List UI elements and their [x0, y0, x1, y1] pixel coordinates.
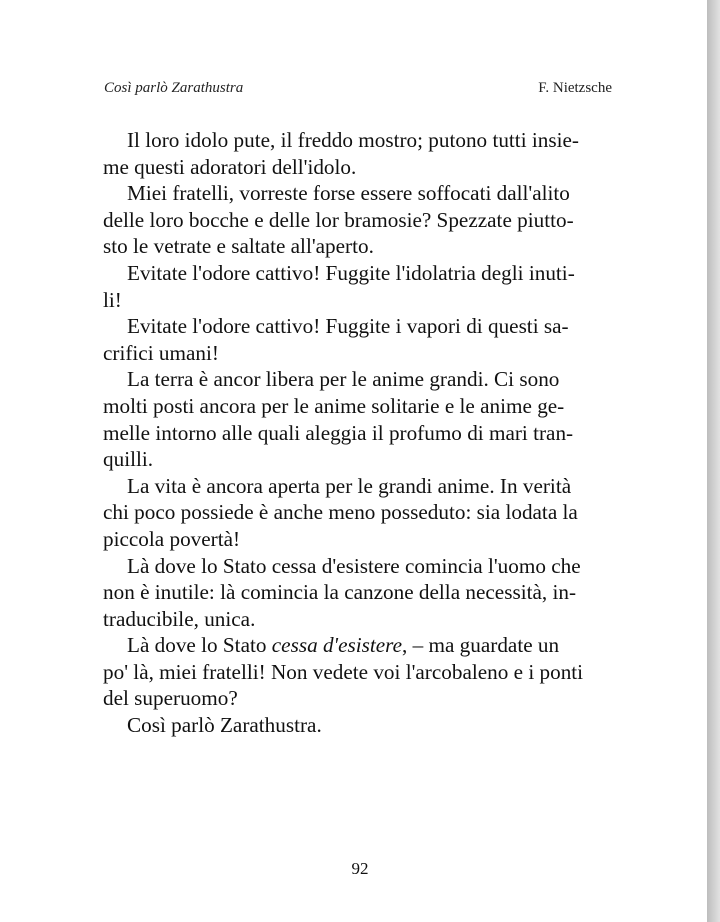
text-line: li!	[103, 287, 122, 312]
text-line: melle intorno alle quali aleggia il profumo di mari tran-	[103, 420, 574, 445]
page-edge-shadow	[707, 0, 720, 922]
paragraph	[103, 553, 615, 633]
paragraph	[103, 366, 615, 472]
text-line: crifici umani!	[103, 340, 219, 365]
text-line: La vita è ancora aperta per le grandi anime. In verità	[127, 473, 572, 498]
paragraph	[103, 313, 615, 366]
book-title-header: Così parlò Zarathustra	[104, 80, 244, 96]
text-line: sto le vetrate e saltate all'aperto.	[103, 234, 374, 259]
text-line: Miei fratelli, vorreste forse essere soffocati dall'alito	[127, 181, 570, 206]
text-line: Il loro idolo pute, il freddo mostro; putono tutti insie-	[127, 128, 579, 152]
paragraph	[103, 473, 615, 553]
text-line-part: , – ma guardate un	[402, 633, 560, 658]
text-line: Evitate l'odore cattivo! Fuggite i vapori di questi sa-	[127, 314, 569, 339]
text-line: Là dove lo Stato cessa d'esistere comincia l'uomo che	[127, 553, 581, 578]
text-line: La terra è ancor libera per le anime grandi. Ci sono	[127, 367, 560, 392]
text-line: po' là, miei fratelli! Non vedete voi l'arcobaleno e i ponti	[103, 659, 584, 684]
text-line: me questi adoratori dell'idolo.	[103, 154, 357, 179]
running-header	[104, 80, 612, 102]
text-line: non è inutile: là comincia la canzone della necessità, in-	[103, 580, 576, 605]
author-header: F. Nietzsche	[538, 80, 612, 96]
text-line: molti posti ancora per le anime solitarie e le anime ge-	[103, 393, 565, 418]
text-line: del superuomo?	[103, 686, 238, 711]
text-line: piccola povertà!	[103, 526, 241, 551]
text-line: chi poco possiede è anche meno posseduto: sia lodata la	[103, 500, 578, 525]
paragraph	[103, 712, 615, 739]
text-line: delle loro bocche e delle lor bramosie? Spezzate piutto-	[103, 207, 574, 232]
text-line-part: Là dove lo Stato	[127, 633, 272, 658]
body-text	[103, 127, 615, 739]
text-line: Così parlò Zarathustra.	[127, 713, 322, 738]
paragraph	[103, 180, 615, 260]
italic-phrase: cessa d'esistere	[271, 633, 403, 658]
page-number: 92	[351, 859, 369, 878]
text-line: traducibile, unica.	[103, 606, 256, 631]
paragraph	[103, 632, 615, 712]
paragraph	[103, 127, 615, 180]
paragraph	[103, 260, 615, 313]
text-line: Evitate l'odore cattivo! Fuggite l'idolatria degli inuti-	[127, 260, 575, 285]
text-line: quilli.	[103, 447, 154, 472]
